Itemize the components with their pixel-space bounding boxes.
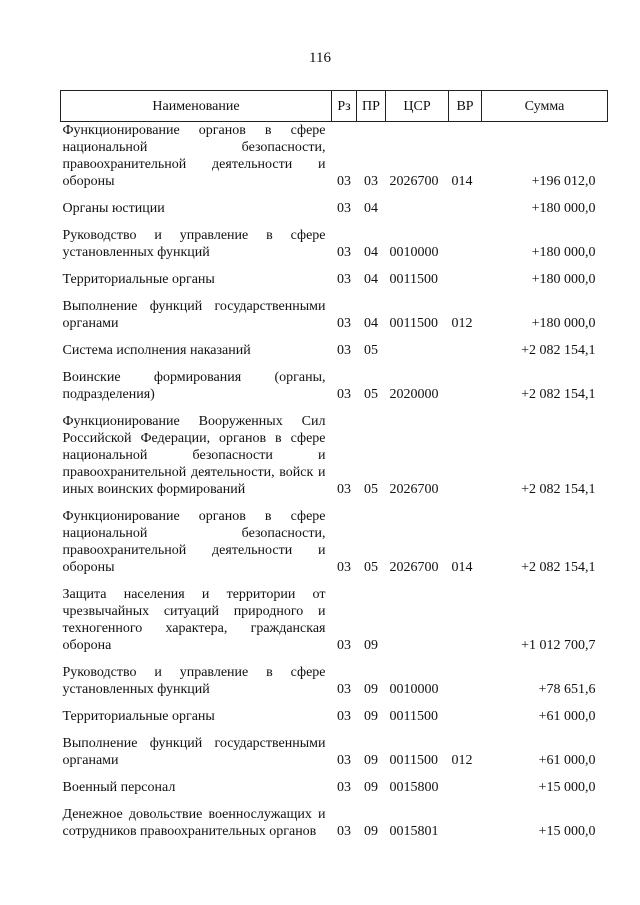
cell-vr (449, 413, 482, 502)
cell-csr (386, 200, 449, 221)
cell-csr: 2026700 (389, 560, 439, 575)
cell-sum: +15 000,0 (538, 780, 596, 795)
cell-vr: 012 (451, 316, 473, 331)
cell-rz: 03 (337, 753, 351, 768)
cell-rz: 03 (337, 245, 351, 260)
cell-rz: 03 (337, 387, 351, 402)
cell-vr (449, 200, 482, 221)
cell-sum: +180 000,0 (531, 201, 596, 216)
cell-pr: 05 (364, 560, 378, 575)
cell-name: Военный персонал (62, 780, 176, 795)
cell-rz: 03 (337, 272, 351, 287)
table-row (61, 227, 608, 265)
cell-name: Денежное довольствие военнослужащих и сотрудников правоохранительных органов (62, 807, 326, 839)
cell-name: Руководство и управление в сфере установленных функций (62, 665, 326, 697)
table-row (61, 298, 608, 336)
cell-rz: 03 (337, 316, 351, 331)
cell-rz: 03 (337, 482, 351, 497)
table-row (61, 413, 608, 502)
cell-csr: 2026700 (389, 482, 439, 497)
cell-vr (449, 369, 482, 407)
cell-pr: 04 (364, 316, 378, 331)
cell-pr: 05 (364, 482, 378, 497)
cell-name: Функционирование органов в сфере национальной безопасности, правоохранительной деятельности и обороны (62, 509, 326, 575)
table-row (61, 342, 608, 363)
cell-rz: 03 (337, 560, 351, 575)
cell-pr: 09 (364, 709, 378, 724)
cell-rz: 03 (337, 201, 351, 216)
cell-sum: +196 012,0 (531, 174, 596, 189)
cell-name: Территориальные органы (62, 272, 215, 287)
table-row (61, 200, 608, 221)
cell-sum: +78 651,6 (538, 682, 596, 697)
cell-vr (449, 806, 482, 844)
cell-sum: +15 000,0 (538, 824, 596, 839)
table-body (61, 122, 608, 845)
cell-sum: +61 000,0 (538, 753, 596, 768)
cell-pr: 05 (364, 387, 378, 402)
cell-vr (449, 779, 482, 800)
cell-vr: 014 (451, 174, 473, 189)
cell-pr: 09 (364, 780, 378, 795)
cell-sum: +180 000,0 (531, 316, 596, 331)
cell-name: Воинские формирования (органы, подразделения) (62, 370, 326, 402)
table-row (61, 708, 608, 729)
cell-rz: 03 (337, 343, 351, 358)
table-row (61, 735, 608, 773)
cell-pr: 04 (364, 201, 378, 216)
table-row (61, 508, 608, 580)
header-vr: ВР (449, 91, 482, 122)
table-row (61, 271, 608, 292)
cell-pr: 05 (364, 343, 378, 358)
table-row (61, 779, 608, 800)
cell-name: Защита населения и территории от чрезвычайных ситуаций природного и техногенного характера, гражданская оборона (62, 587, 326, 653)
header-sum: Сумма (482, 91, 608, 122)
header-csr: ЦСР (386, 91, 449, 122)
cell-vr (449, 586, 482, 658)
cell-vr (449, 227, 482, 265)
cell-csr (386, 586, 449, 658)
cell-csr (386, 342, 449, 363)
cell-sum: +2 082 154,1 (521, 482, 596, 497)
cell-name: Выполнение функций государственными органами (62, 736, 326, 768)
cell-vr: 014 (451, 560, 473, 575)
header-name: Наименование (61, 91, 332, 122)
table-row (61, 806, 608, 844)
cell-csr: 0011500 (389, 316, 438, 331)
table-row (61, 369, 608, 407)
cell-csr: 0015800 (389, 780, 439, 795)
cell-rz: 03 (337, 638, 351, 653)
cell-name: Функционирование Вооруженных Сил Российской Федерации, органов в сфере национальной безопасности и правоохранительной деятельности, войск и иных воинских формирований (62, 414, 326, 497)
cell-pr: 04 (364, 272, 378, 287)
cell-csr: 0015801 (389, 824, 439, 839)
table-row (61, 586, 608, 658)
cell-csr: 0011500 (389, 709, 438, 724)
cell-pr: 09 (364, 824, 378, 839)
cell-pr: 09 (364, 682, 378, 697)
header-pr: ПР (357, 91, 386, 122)
page-number: 116 (309, 50, 331, 66)
cell-name: Система исполнения наказаний (62, 343, 251, 358)
cell-name: Территориальные органы (62, 709, 215, 724)
cell-csr: 0010000 (389, 682, 439, 697)
header-rz: Рз (332, 91, 357, 122)
cell-pr: 09 (364, 753, 378, 768)
table-header-row (61, 91, 608, 122)
cell-name: Руководство и управление в сфере установленных функций (62, 228, 326, 260)
cell-sum: +1 012 700,7 (521, 638, 596, 653)
cell-sum: +2 082 154,1 (521, 343, 596, 358)
cell-rz: 03 (337, 174, 351, 189)
cell-rz: 03 (337, 682, 351, 697)
cell-name: Выполнение функций государственными органами (62, 299, 326, 331)
cell-pr: 04 (364, 245, 378, 260)
cell-sum: +2 082 154,1 (521, 560, 596, 575)
cell-vr (449, 708, 482, 729)
cell-csr: 2026700 (389, 174, 439, 189)
cell-pr: 09 (364, 638, 378, 653)
cell-name: Органы юстиции (62, 201, 165, 216)
cell-rz: 03 (337, 709, 351, 724)
cell-sum: +61 000,0 (538, 709, 596, 724)
table-row (61, 122, 608, 195)
cell-pr: 03 (364, 174, 378, 189)
cell-name: Функционирование органов в сфере национальной безопасности, правоохранительной деятельности и обороны (62, 123, 326, 189)
cell-csr: 0010000 (389, 245, 439, 260)
cell-csr: 0011500 (389, 753, 438, 768)
cell-vr (449, 342, 482, 363)
cell-vr (449, 271, 482, 292)
cell-sum: +2 082 154,1 (521, 387, 596, 402)
cell-vr (449, 664, 482, 702)
budget-table (60, 90, 608, 844)
cell-vr: 012 (451, 753, 473, 768)
cell-csr: 0011500 (389, 272, 438, 287)
cell-sum: +180 000,0 (531, 245, 596, 260)
table-row (61, 664, 608, 702)
cell-rz: 03 (337, 780, 351, 795)
cell-sum: +180 000,0 (531, 272, 596, 287)
cell-rz: 03 (337, 824, 351, 839)
cell-csr: 2020000 (389, 387, 439, 402)
